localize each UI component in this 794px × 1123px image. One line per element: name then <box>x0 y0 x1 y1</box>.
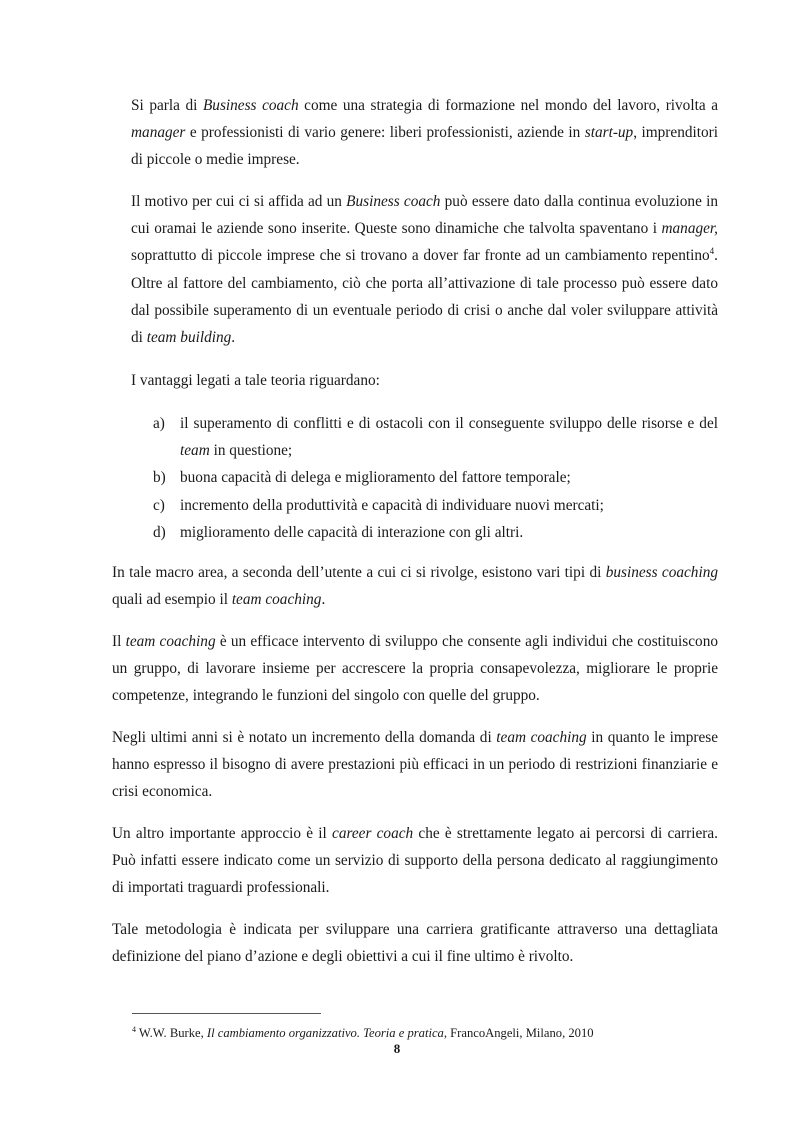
paragraph-business-coach-intro: Si parla di Business coach come una strategia di formazione nel mondo del lavoro, rivolta a manager e professionisti di vario genere: liberi professionisti, aziende in start-up, imprenditori di piccole o medie imprese. <box>131 97 718 169</box>
footnote-reference: 4 <box>709 246 715 257</box>
paragraph-team-coaching: Il team coaching è un efficace intervento di sviluppo che consente agli individui che costituiscono un gruppo, di lavorare insieme per accrescere la propria consapevolezza, migliorare le proprie competenze, integrando le funzioni del singolo con quelle del gruppo. <box>112 633 718 705</box>
list-item: a) il superamento di conflitti e di ostacoli con il conseguente sviluppo delle risorse e del team in questione; <box>153 415 718 460</box>
list-item: b) buona capacità di delega e miglioramento del fattore temporale; <box>153 469 571 487</box>
paragraph-demand-increase: Negli ultimi anni si è notato un incremento della domanda di team coaching in quanto le imprese hanno espresso il bisogno di avere prestazioni più efficaci in un periodo di restrizioni finanziarie e crisi economica. <box>112 729 718 801</box>
paragraph-business-coach-motivation: Il motivo per cui ci si affida ad un Business coach può essere dato dalla continua evoluzione in cui oramai le aziende sono inserite. Queste sono dinamiche che talvolta spaventano i manager, soprattutto di piccole imprese che si trovano a dover far fronte ad un cambiamento repentino$^4$. Oltre al fattore del cambiamento, ciò che porta all’attivazione di tale processo può essere dato dal possibile superamento di un eventuale periodo di crisi o anche dal voler sviluppare attività di team building. <box>131 193 718 347</box>
paragraph-methodology: Tale metodologia è indicata per sviluppare una carriera gratificante attraverso una dettagliata definizione del piano d’azione e degli obiettivi a cui il fine ultimo è rivolto. <box>112 921 718 966</box>
paragraph-advantages-intro: I vantaggi legati a tale teoria riguardano: <box>131 372 380 389</box>
list-item: c) incremento della produttività e capacità di individuare nuovi mercati; <box>153 496 604 514</box>
list-item: d) miglioramento delle capacità di interazione con gli altri. <box>153 523 524 541</box>
paragraph-career-coach: Un altro importante approccio è il career coach che è strettamente legato ai percorsi di carriera. Può infatti essere indicato come un servizio di supporto della persona dedicato al raggiungimento di importati traguardi professionali. <box>112 825 718 897</box>
footnote-separator <box>132 1013 321 1014</box>
footnote: $^4$ W.W. Burke, Il cambiamento organizzativo. Teoria e pratica, FrancoAngeli, Milano, 2010 <box>132 1024 594 1040</box>
advantages-list <box>153 410 718 546</box>
paragraph-macro-area: In tale macro area, a seconda dell’utente a cui ci si rivolge, esistono vari tipi di business coaching quali ad esempio il team coaching. <box>112 564 718 609</box>
page-number: 8 <box>393 1041 401 1056</box>
